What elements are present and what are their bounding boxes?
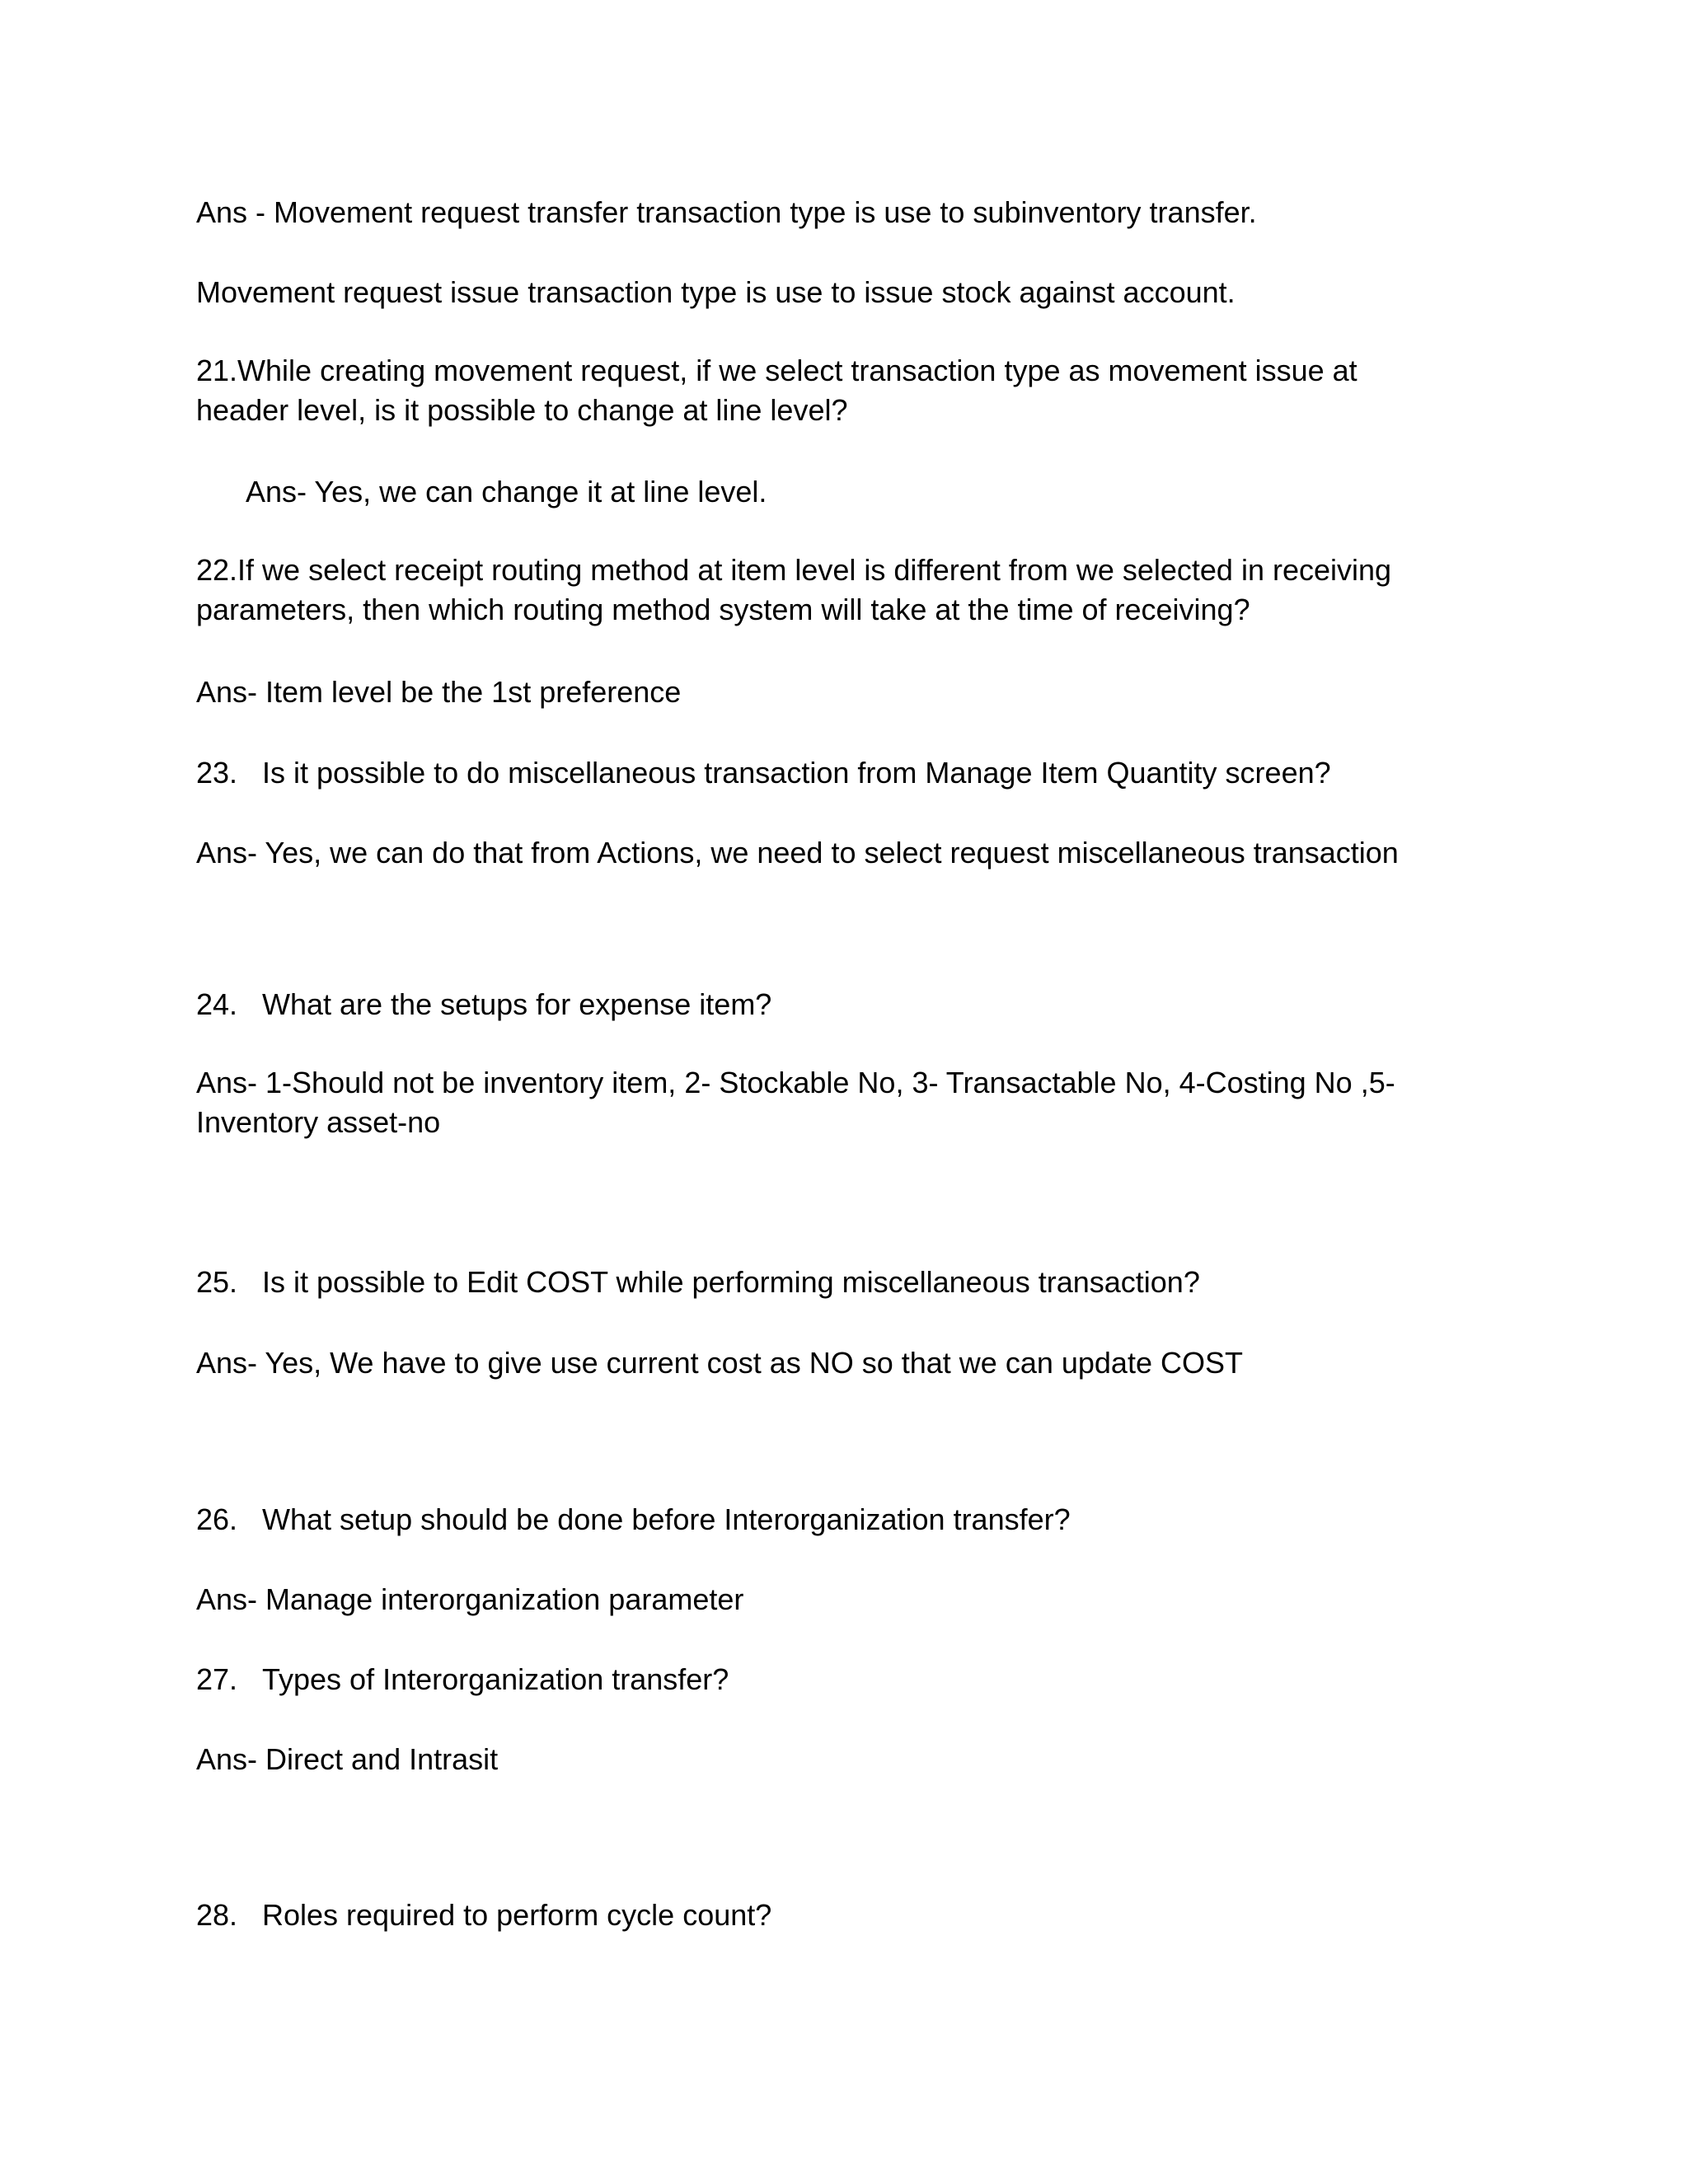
question-text: Roles required to perform cycle count? [262, 1898, 772, 1932]
question-23 [196, 753, 1331, 793]
answer-22: Ans- Item level be the 1st preference [196, 675, 682, 709]
question-number: 27. [196, 1662, 238, 1696]
question-number: 28. [196, 1898, 238, 1932]
question-number: 26. [196, 1502, 238, 1536]
answer-movement-transfer: Ans - Movement request transfer transaction type is use to subinventory transfer. [196, 195, 1257, 229]
question-text: What setup should be done before Interorganization transfer? [262, 1502, 1071, 1536]
question-26 [196, 1500, 1071, 1540]
answer-21: Ans- Yes, we can change it at line level. [246, 475, 767, 509]
answer-27: Ans- Direct and Intrasit [196, 1742, 499, 1776]
answer-24-line-1: Ans- 1-Should not be inventory item, 2- Stockable No, 3- Transactable No, 4-Costing No ,5- [196, 1066, 1395, 1099]
question-24 [196, 985, 771, 1024]
answer-26: Ans- Manage interorganization parameter [196, 1582, 744, 1616]
question-number: 23. [196, 756, 238, 790]
question-25 [196, 1263, 1200, 1302]
answer-25: Ans- Yes, We have to give use current cost as NO so that we can update COST [196, 1346, 1243, 1380]
question-number: 25. [196, 1265, 238, 1299]
answer-movement-issue: Movement request issue transaction type is use to issue stock against account. [196, 275, 1236, 309]
question-number: 24. [196, 987, 238, 1021]
question-21-line-2: header level, is it possible to change at line level? [196, 393, 848, 427]
question-22-line-1: 22.If we select receipt routing method at item level is different from we selected in receiving [196, 553, 1392, 587]
question-text: Types of Interorganization transfer? [262, 1662, 729, 1696]
question-22-line-2: parameters, then which routing method system will take at the time of receiving? [196, 593, 1250, 626]
question-text: Is it possible to Edit COST while performing miscellaneous transaction? [262, 1265, 1200, 1299]
question-text: Is it possible to do miscellaneous transaction from Manage Item Quantity screen? [262, 756, 1331, 790]
answer-23: Ans- Yes, we can do that from Actions, we need to select request miscellaneous transaction [196, 836, 1399, 869]
question-text: What are the setups for expense item? [262, 987, 772, 1021]
question-27 [196, 1660, 729, 1699]
question-21-line-1: 21.While creating movement request, if we select transaction type as movement issue at [196, 354, 1357, 387]
answer-24-line-2: Inventory asset-no [196, 1105, 441, 1139]
question-28 [196, 1896, 771, 1935]
